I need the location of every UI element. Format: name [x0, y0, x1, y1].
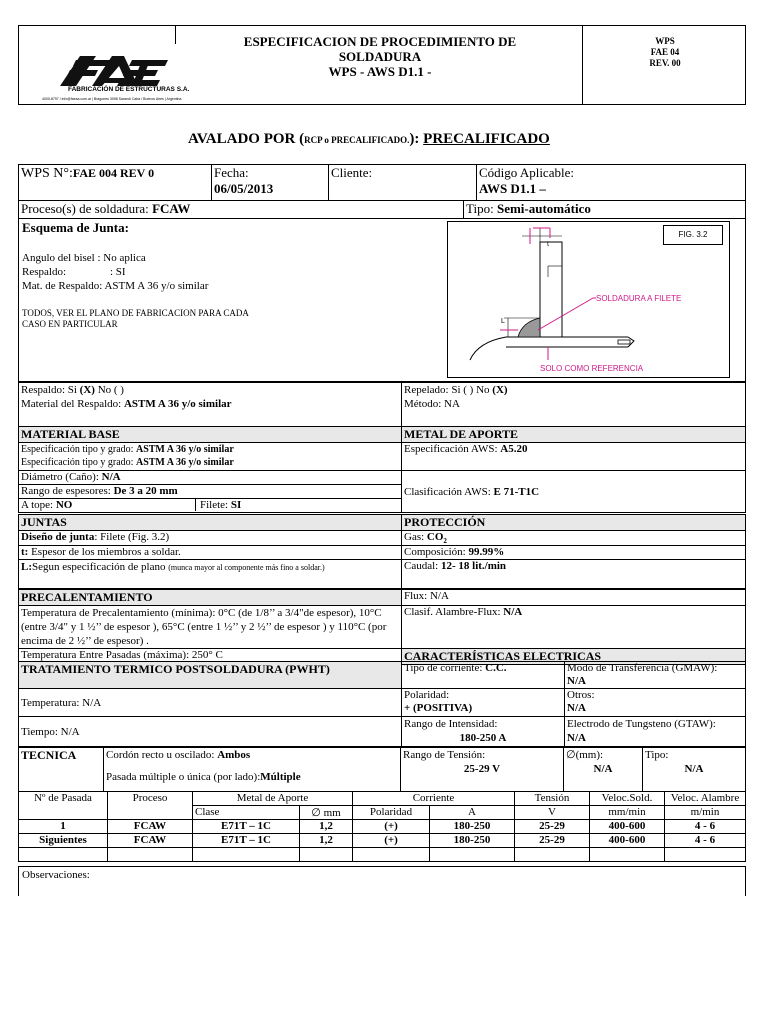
- bead-line: [106, 748, 398, 762]
- pass-label: Pasada múltiple o única (por lado):: [106, 771, 261, 783]
- process-label: Proceso(s) de soldadura:: [21, 201, 149, 216]
- row2-process: FCAW: [108, 834, 193, 848]
- date-value: 06/05/2013: [214, 181, 274, 196]
- hdr-process: Proceso: [108, 792, 193, 820]
- pwht-temp: Temperatura: N/A: [19, 689, 402, 717]
- current-label: Tipo de corriente:: [404, 662, 486, 674]
- amp-cell: [402, 717, 565, 747]
- wps-number-cell: [19, 165, 212, 201]
- bevel-value: : No aplica: [97, 252, 146, 264]
- groove-label: A tope:: [21, 499, 56, 511]
- row2-travel: 400-600: [590, 834, 665, 848]
- row1-diam: 1,2: [300, 820, 353, 834]
- gas-sub: 2: [443, 537, 447, 546]
- backing-cell: [19, 383, 402, 427]
- pass-line: [106, 770, 398, 784]
- base-spec1-label: Especificación tipo y grado:: [21, 444, 136, 455]
- diam-value: N/A: [101, 471, 121, 483]
- gas-label: Gas:: [404, 531, 427, 543]
- hdr-diam: ∅ mm: [300, 806, 353, 820]
- base-spec-cell: [19, 443, 402, 471]
- hdr-amp: A: [430, 806, 515, 820]
- endorsed-line: [188, 131, 550, 148]
- hdr-polarity: Polaridad: [353, 806, 430, 820]
- base-filler-table: [18, 426, 746, 513]
- bevel-label: Angulo del bisel: [22, 252, 95, 264]
- header-divider-right: [582, 25, 583, 105]
- backing-scheme-value: : SI: [110, 266, 126, 278]
- L-value: Segun especificación de plano: [32, 561, 169, 574]
- L-cell: [19, 560, 402, 589]
- client-label: Cliente:: [331, 165, 373, 180]
- bead-value: Ambos: [217, 749, 251, 761]
- preheat-title: PRECALENTAMIENTO: [19, 590, 402, 606]
- backing-material-line: Mat. de Respaldo: ASTM A 36 y/o similar: [22, 280, 209, 292]
- dim-t-label: t: [547, 241, 549, 248]
- fillet-weld-diagram-icon: [448, 222, 729, 377]
- technique-title: TECNICA: [19, 748, 104, 792]
- filler-class-cell: [402, 471, 746, 513]
- composition-label: Composición:: [404, 546, 469, 559]
- current-cell: [402, 662, 565, 689]
- other-label: Otros:: [567, 689, 595, 701]
- polarity-value: + (POSITIVA): [404, 702, 473, 714]
- interpass-cell: Temperatura Entre Pasadas (máxima): 250° C: [19, 649, 402, 665]
- row2-volt: 25-29: [515, 834, 590, 848]
- process-value: FCAW: [152, 201, 191, 216]
- amp-value: 180-250 A: [459, 732, 507, 744]
- hdr-class: Clase: [193, 806, 300, 820]
- flow-value: 12- 18 lit./min: [440, 560, 507, 573]
- transfer-cell: [565, 662, 746, 689]
- hdr-wire: Veloc. Alambre: [665, 792, 746, 806]
- row1-amp: 180-250: [430, 820, 515, 834]
- joint-note: TODOS, VER EL PLANO DE FABRICACION PARA CADA CASO EN PARTICULAR: [22, 308, 249, 329]
- fig-label: FIG. 3.2: [678, 230, 708, 239]
- technique-cell: [104, 748, 401, 792]
- polarity-label: Polaridad:: [404, 689, 450, 701]
- diam-cell: [19, 471, 402, 485]
- type-value: Semi-automático: [496, 201, 591, 216]
- composition-cell: [402, 546, 746, 560]
- amp-label: Rango de Intensidad:: [404, 718, 498, 730]
- filler-spec-cell: [402, 443, 746, 471]
- table-row: [19, 820, 746, 834]
- table-row-empty: [19, 848, 746, 862]
- filler-spec-value: A5.20: [500, 443, 528, 455]
- flux-cell: Flux: N/A: [402, 590, 746, 606]
- process-table: [18, 200, 746, 219]
- flux-class-label: Clasif. Alambre-Flux:: [404, 606, 504, 618]
- code-label: Código Aplicable:: [479, 165, 574, 180]
- transfer-value: N/A: [567, 675, 586, 687]
- doc-code: [600, 36, 730, 69]
- hdr-filler: Metal de Aporte: [193, 792, 353, 806]
- code-cell: [477, 165, 746, 201]
- company-logo: [40, 46, 190, 104]
- gouge-yesno: [404, 383, 743, 397]
- backing-yesno: [21, 383, 399, 397]
- thickness-label: Rango de espesores:: [21, 485, 114, 497]
- t-label: t:: [21, 546, 29, 559]
- base-spec2: [21, 456, 399, 469]
- bead-label: Cordón recto u oscilado:: [106, 749, 218, 761]
- flow-cell: [402, 560, 746, 589]
- row1-wire: 4 - 6: [665, 820, 746, 834]
- bevel-line: [22, 252, 146, 264]
- gouge-method: Método: NA: [404, 398, 460, 410]
- voltage-cell: [401, 748, 564, 792]
- gas-cell: [402, 531, 746, 546]
- wps-number-value: FAE 004 REV 0: [72, 166, 155, 180]
- row2-diam: 1,2: [300, 834, 353, 848]
- base-spec1: [21, 443, 399, 456]
- observations-box: [18, 866, 746, 896]
- observations-label: Observaciones:: [22, 869, 90, 881]
- endorsed-value: PRECALIFICADO: [423, 131, 550, 147]
- base-spec1-value: ASTM A 36 y/o similar: [135, 444, 234, 455]
- tungsten-value: N/A: [567, 732, 586, 744]
- pass-value: Múltiple: [260, 771, 301, 783]
- backing-label: Respaldo: Si: [21, 384, 80, 396]
- wps-header-table: [18, 164, 746, 201]
- gas-value: CO: [426, 531, 444, 543]
- base-spec2-label: Especificación tipo y grado:: [21, 457, 136, 468]
- tungsten-label: Electrodo de Tungsteno (GTAW):: [567, 718, 716, 730]
- hdr-travel: Veloc.Sold.: [590, 792, 665, 806]
- joints-title: JUNTAS: [19, 515, 402, 531]
- row2-wire: 4 - 6: [665, 834, 746, 848]
- doc-code-line1: WPS: [655, 36, 675, 46]
- passes-header-row-1: [19, 792, 746, 806]
- filler-class-label: Clasificación AWS:: [404, 485, 494, 498]
- fillet-value: SI: [230, 499, 242, 511]
- other-value: N/A: [567, 702, 586, 714]
- groove-value: NO: [55, 499, 73, 511]
- flux-class-cell: [402, 606, 746, 649]
- doc-code-line3: REV. 00: [649, 58, 681, 68]
- row1-polarity: (+): [353, 820, 430, 834]
- pwht-title: TRATAMIENTO TERMICO POSTSOLDADURA (PWHT): [19, 662, 402, 689]
- fillet-label: Filete:: [200, 499, 231, 511]
- row2-polarity: (+): [353, 834, 430, 848]
- row2-pass: Siguientes: [19, 834, 108, 848]
- filler-class-value: E 71-T1C: [493, 485, 540, 498]
- joint-design-value: : Filete (Fig. 3.2): [94, 531, 170, 543]
- flow-label: Caudal:: [404, 560, 441, 573]
- composition-value: 99.99%: [468, 546, 505, 559]
- tungsten-type-cell: [643, 748, 746, 792]
- tungsten-type-value: N/A: [684, 763, 704, 775]
- t-value: Espesor de los miembros a soldar.: [28, 546, 181, 559]
- technique-table: [18, 747, 746, 792]
- backing-material-label: Material del Respaldo:: [21, 398, 124, 410]
- row2-class: E71T – 1C: [193, 834, 300, 848]
- joint-scheme-title: Esquema de Junta:: [22, 220, 129, 235]
- passes-table: [18, 791, 746, 862]
- fillet-part: [196, 499, 245, 511]
- preheat-text: Temperatura de Precalentamiento (mínima): 0°C (de 1/8’’ a 3/4"de espesor), 10°C (entre 3/4" y 1 ½’’ de espesor ), 65°C (entre 1 ½’’ y 2 ½’’ de espesor ) y 110°C (por encima de 2 ½’’ de espesor) .: [19, 606, 402, 649]
- reference-label: SOLO COMO REFERENCIA: [540, 364, 644, 373]
- electrical-title: CARACTERÍSTICAS ELECTRICAS: [402, 649, 746, 665]
- row1-process: FCAW: [108, 820, 193, 834]
- pwht-electrical-table: [18, 661, 746, 747]
- hdr-volt: V: [515, 806, 590, 820]
- current-value: C.C.: [485, 662, 507, 674]
- thickness-cell: [19, 485, 402, 499]
- L-note: (munca mayor al componente más fino a soldar.): [168, 563, 325, 573]
- backing-material-value: ASTM A 36 y/o similar: [123, 398, 232, 410]
- backing-no: No ( ): [94, 384, 124, 396]
- gouge-cell: [402, 383, 746, 427]
- other-cell: [565, 689, 746, 717]
- backing-scheme-line: [22, 266, 126, 278]
- row2-amp: 180-250: [430, 834, 515, 848]
- backing-scheme-label: Respaldo:: [22, 266, 66, 278]
- joints-protection-table: [18, 514, 746, 589]
- protection-title: PROTECCIÓN: [402, 515, 746, 531]
- endorsed-label-small: RCP o PRECALIFICADO.: [304, 135, 410, 145]
- type-label: Tipo:: [466, 201, 494, 216]
- row1-volt: 25-29: [515, 820, 590, 834]
- diam-label: Diámetro (Caño):: [21, 471, 102, 483]
- tungsten-type-label: Tipo:: [645, 749, 669, 761]
- doc-title: [200, 34, 560, 79]
- code-value: AWS D1.1 –: [479, 181, 546, 196]
- diameter-label: ∅(mm):: [566, 749, 604, 761]
- preheat-table: [18, 589, 746, 665]
- voltage-value: 25-29 V: [463, 763, 501, 775]
- fae-logo-icon: [40, 46, 190, 104]
- hdr-travel-unit: mm/min: [590, 806, 665, 820]
- date-label: Fecha:: [214, 165, 249, 180]
- row1-pass: 1: [19, 820, 108, 834]
- transfer-label: Modo de Transferencia (GMAW):: [567, 662, 718, 674]
- doc-title-line3: WPS - AWS D1.1 -: [328, 64, 432, 79]
- tungsten-cell: [565, 717, 746, 747]
- hdr-current: Corriente: [353, 792, 515, 806]
- groove-part: [19, 499, 196, 511]
- gouge-label: Repelado: Si ( ) No: [404, 384, 493, 396]
- table-row: [19, 834, 746, 848]
- filler-spec-label: Especificación AWS:: [404, 443, 501, 455]
- diameter-cell: [564, 748, 643, 792]
- polarity-cell: [402, 689, 565, 717]
- date-cell: [212, 165, 329, 201]
- fig-label-box: [663, 225, 723, 245]
- header-divider-left: [175, 25, 176, 44]
- joint-design-cell: [19, 531, 402, 546]
- dim-L-label: L: [501, 318, 505, 325]
- backing-table: [18, 382, 746, 427]
- L-label: L:: [21, 561, 32, 574]
- thickness-value: De 3 a 20 mm: [113, 485, 178, 497]
- hdr-wire-unit: m/min: [665, 806, 746, 820]
- backing-si: (X): [79, 384, 95, 396]
- endorsed-label-end: ):: [409, 131, 420, 147]
- flux-class-value: N/A: [503, 606, 523, 618]
- wps-number-label: WPS N°:: [21, 166, 73, 181]
- row1-travel: 400-600: [590, 820, 665, 834]
- client-cell: [329, 165, 477, 201]
- pwht-time: Tiempo: N/A: [19, 717, 402, 747]
- weld-label: SOLDADURA A FILETE: [596, 294, 682, 303]
- type-cell: [464, 201, 746, 219]
- base-metal-title: MATERIAL BASE: [19, 427, 402, 443]
- company-contact: 4000-8797 / info@faesa.com.ar | Bragones 3098 Sarandí Caba / Buenos Aires | Argentina: [42, 97, 182, 101]
- process-cell: [19, 201, 464, 219]
- hdr-voltage: Tensión: [515, 792, 590, 806]
- gouge-value: (X): [492, 384, 508, 396]
- groove-fillet-cell: [19, 499, 402, 513]
- row1-class: E71T – 1C: [193, 820, 300, 834]
- voltage-label: Rango de Tensión:: [403, 749, 486, 761]
- doc-code-line2: FAE 04: [650, 47, 680, 57]
- diameter-value: N/A: [593, 763, 613, 775]
- company-name: FABRICACIÓN DE ESTRUCTURAS S.A.: [68, 86, 190, 93]
- hdr-pass-no: Nº de Pasada: [19, 792, 108, 820]
- joint-design-label: Diseño de junta: [21, 531, 95, 543]
- joint-figure: [447, 221, 730, 378]
- endorsed-label: AVALADO POR (: [188, 131, 305, 147]
- base-spec2-value: ASTM A 36 y/o similar: [135, 457, 234, 468]
- t-cell: [19, 546, 402, 560]
- doc-title-line2: SOLDADURA: [338, 49, 422, 64]
- doc-title-line1: ESPECIFICACION DE PROCEDIMIENTO DE: [243, 34, 517, 49]
- filler-title: METAL DE APORTE: [402, 427, 746, 443]
- backing-material: [21, 397, 399, 411]
